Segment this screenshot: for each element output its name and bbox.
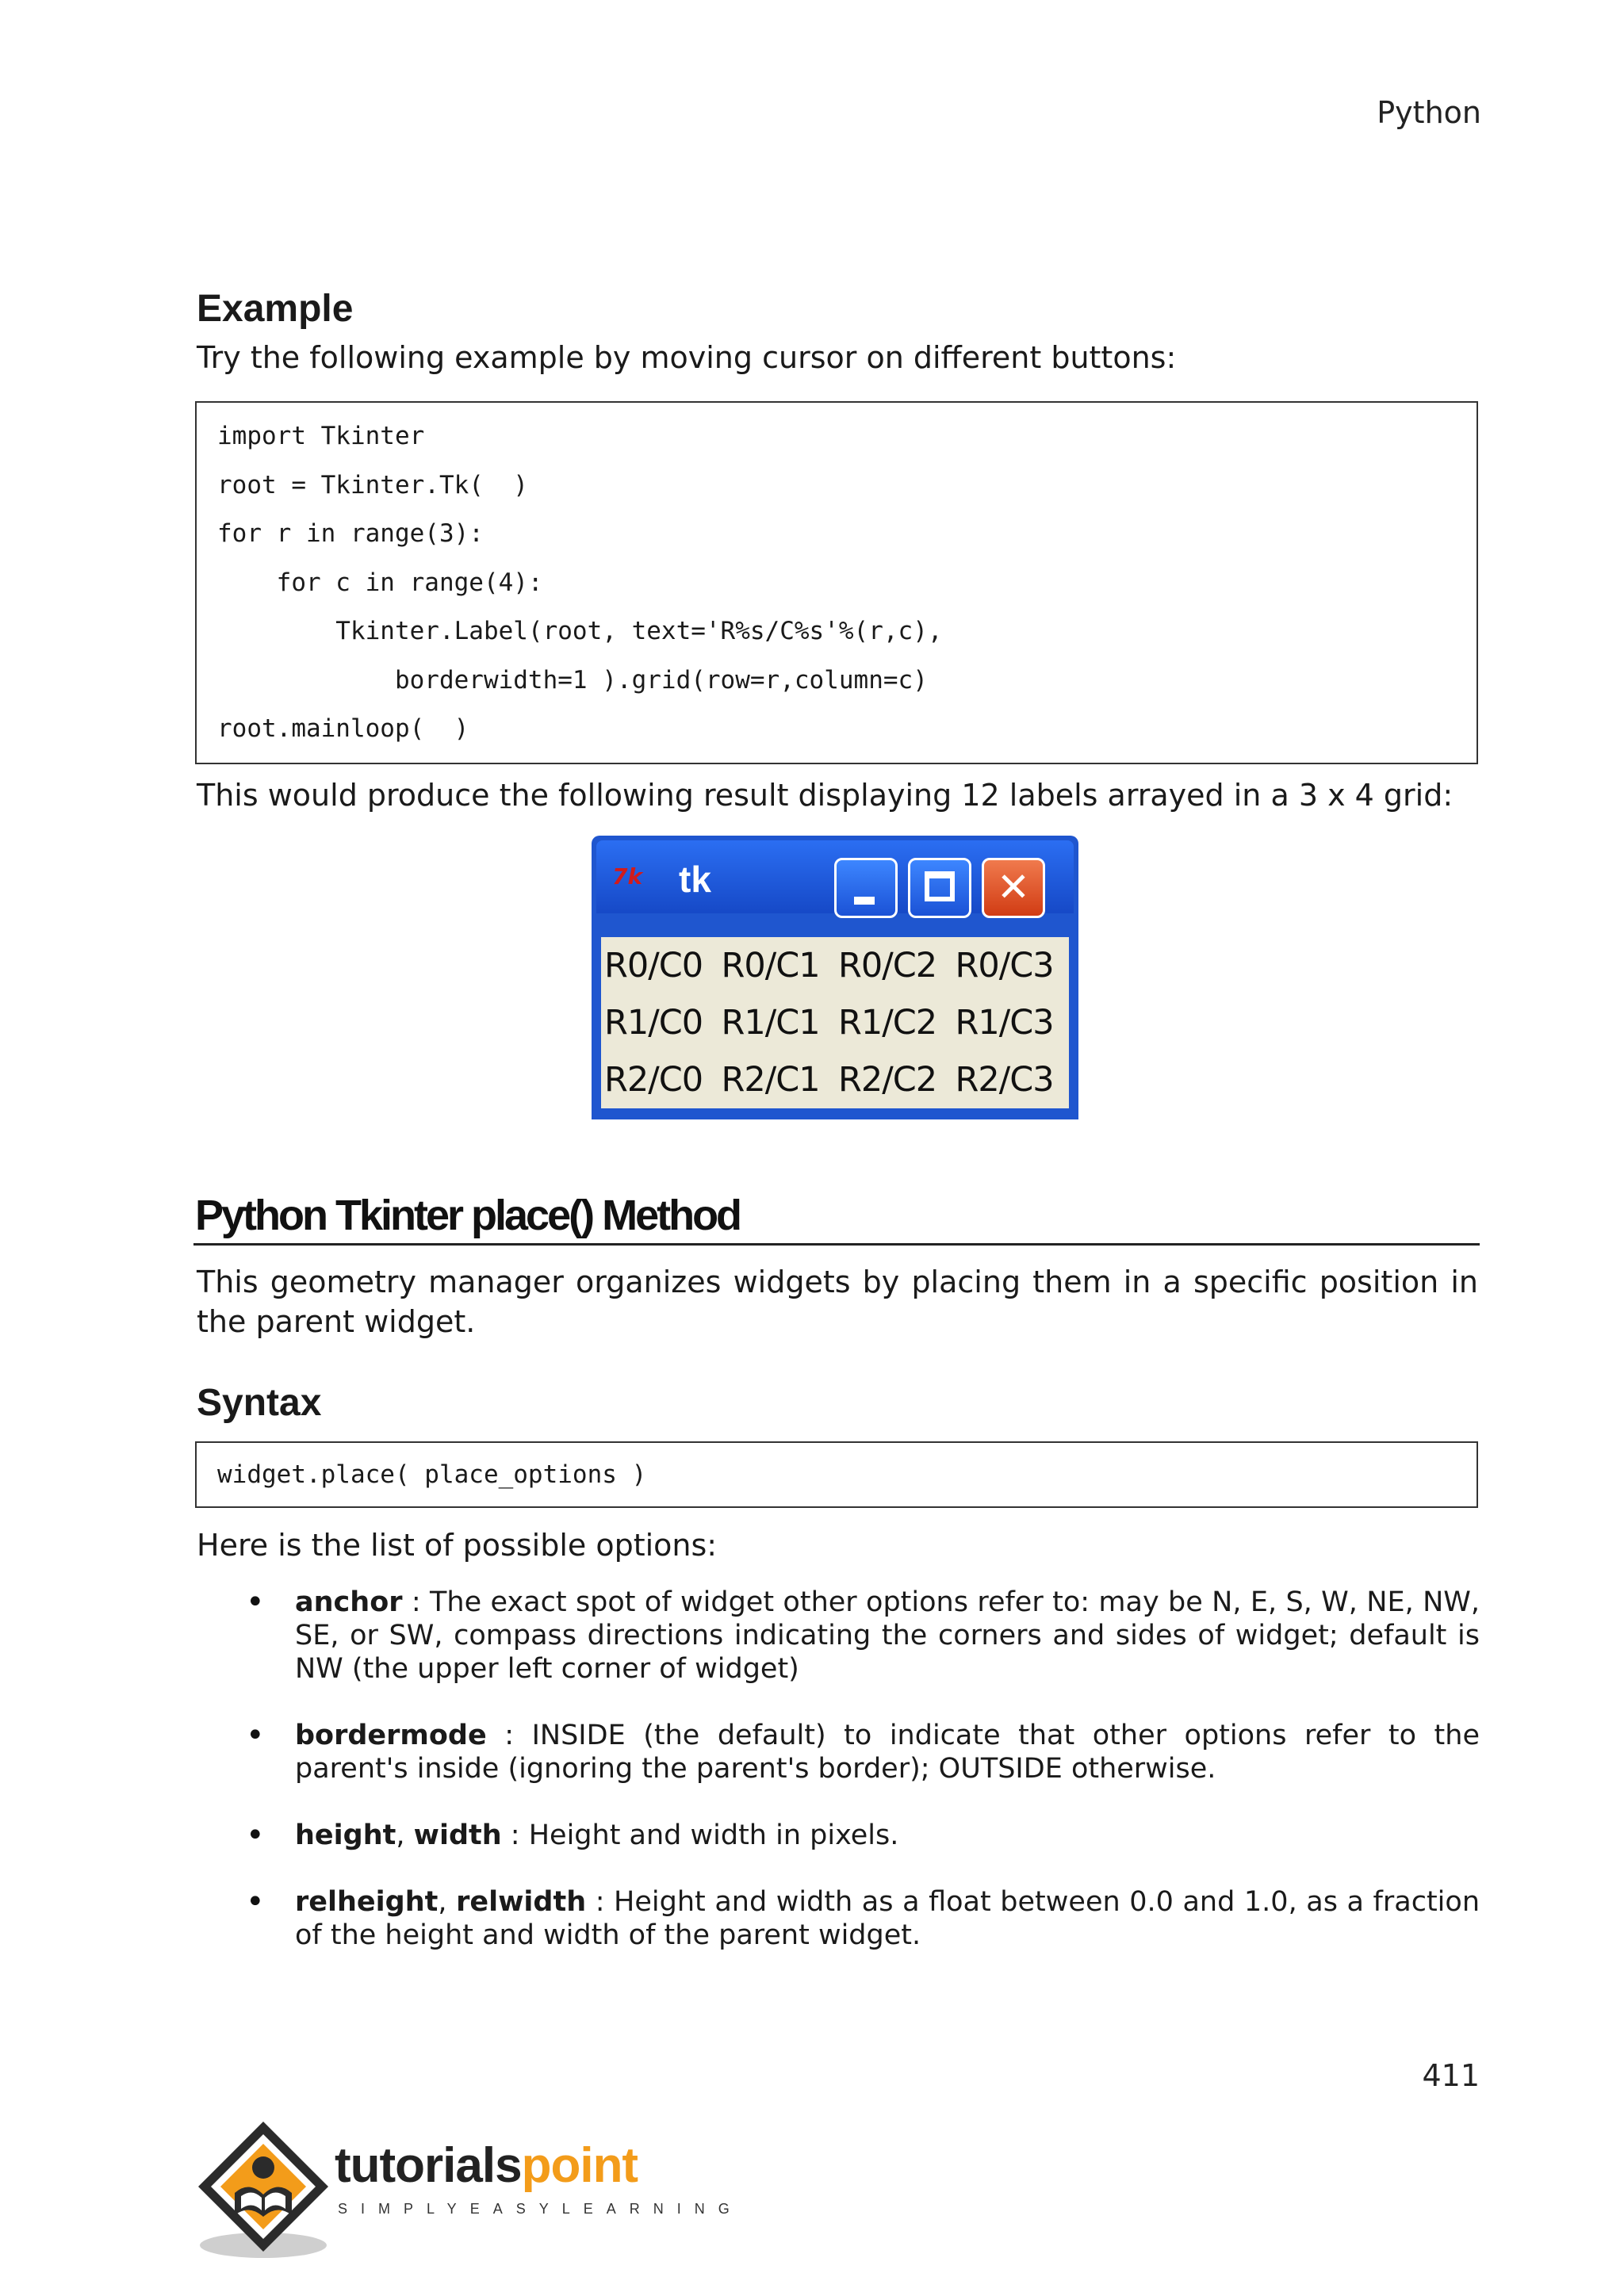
tk-label: R2/C2 (838, 1060, 937, 1100)
close-button[interactable] (982, 858, 1045, 918)
option-name: anchor (295, 1586, 403, 1618)
tk-label: R1/C1 (721, 1003, 820, 1043)
code-line: import Tkinter (217, 422, 425, 450)
code-line: for c in range(4): (217, 568, 543, 597)
option-name: height (295, 1820, 396, 1851)
tk-label: R2/C1 (721, 1060, 820, 1100)
logo-emblem-icon (193, 2112, 328, 2263)
tk-grid-row (601, 994, 1069, 1051)
close-icon: ✕ (997, 864, 1030, 910)
logo-wordmark (335, 2137, 638, 2194)
tk-window-title: tk (679, 859, 711, 900)
tk-feather-icon: 7k (612, 863, 643, 890)
list-item (295, 1586, 1480, 1686)
option-name: width (413, 1820, 502, 1851)
bullet: • (246, 1584, 265, 1621)
code-line: borderwidth=1 ).grid(row=r,column=c) (217, 665, 928, 695)
tk-label: R0/C3 (955, 946, 1054, 985)
code-block (195, 401, 1478, 764)
tk-label: R0/C1 (721, 946, 820, 985)
option-text: : Height and width in pixels. (501, 1820, 899, 1851)
code-line: widget.place( place_options ) (217, 1460, 647, 1489)
options-intro: Here is the list of possible options: (197, 1528, 718, 1563)
section-heading: Python Tkinter place() Method (195, 1192, 741, 1239)
tk-titlebar (596, 840, 1074, 913)
option-text: : Height and width as a float between 0.0 and 1.0, as a fraction of the height and width of the parent widget. (295, 1886, 1480, 1951)
minimize-button[interactable] (834, 858, 898, 918)
tk-label-grid (601, 937, 1069, 1108)
option-name: relwidth (456, 1886, 587, 1918)
option-separator: , (396, 1820, 414, 1851)
section-rule (193, 1243, 1480, 1246)
list-item (295, 1819, 1480, 1852)
logo-word-accent: point (521, 2138, 638, 2193)
code-line: root = Tkinter.Tk( ) (217, 470, 528, 499)
option-text: : INSIDE (the default) to indicate that other options refer to the parent's inside (ignoring the parent's border); OUTSIDE otherwise. (295, 1720, 1480, 1785)
syntax-heading: Syntax (197, 1382, 322, 1424)
tk-label: R1/C2 (838, 1003, 937, 1043)
syntax-code-block (195, 1441, 1478, 1508)
list-item (295, 1885, 1480, 1952)
code-line: Tkinter.Label(root, text='R%s/C%s'%(r,c), (217, 617, 943, 645)
tutorialspoint-logo (193, 2112, 743, 2263)
logo-word-dark: tutorials (335, 2138, 522, 2193)
option-name: bordermode (295, 1720, 487, 1751)
running-header: Python (1377, 95, 1481, 130)
minimize-icon (854, 897, 875, 905)
tk-grid-row (601, 1051, 1069, 1108)
section-description: This geometry manager organizes widgets by placing them in a specific position in the parent widget. (197, 1265, 1478, 1339)
tk-window-screenshot (592, 836, 1078, 1119)
maximize-button[interactable] (908, 858, 971, 918)
tk-label: R2/C3 (955, 1060, 1054, 1100)
tk-grid-row (601, 937, 1069, 994)
bullet: • (246, 1817, 265, 1854)
maximize-icon (925, 871, 955, 901)
option-separator: , (438, 1886, 457, 1918)
result-description: This would produce the following result displaying 12 labels arrayed in a 3 x 4 grid: (197, 778, 1454, 813)
tk-label: R1/C0 (604, 1003, 703, 1043)
list-item (295, 1719, 1480, 1785)
code-line: root.mainloop( ) (217, 714, 469, 743)
code-line: for r in range(3): (217, 519, 484, 548)
example-intro: Try the following example by moving cursor on different buttons: (197, 340, 1177, 375)
logo-tagline: SIMPLYEASYLEARNING (338, 2201, 743, 2217)
option-text: : The exact spot of widget other options refer to: may be N, E, S, W, NE, NW, SE, or SW, compass directions indicating the corners and sides of widget; default is NW (the upper left corner of widget) (295, 1586, 1480, 1685)
example-heading: Example (197, 288, 354, 330)
tk-label: R1/C3 (955, 1003, 1054, 1043)
option-name: relheight (295, 1886, 439, 1918)
tk-label: R2/C0 (604, 1060, 703, 1100)
tk-label: R0/C0 (604, 946, 703, 985)
bullet: • (246, 1717, 265, 1754)
page-number: 411 (1422, 2058, 1480, 2093)
bullet: • (246, 1884, 265, 1920)
tk-label: R0/C2 (838, 946, 937, 985)
